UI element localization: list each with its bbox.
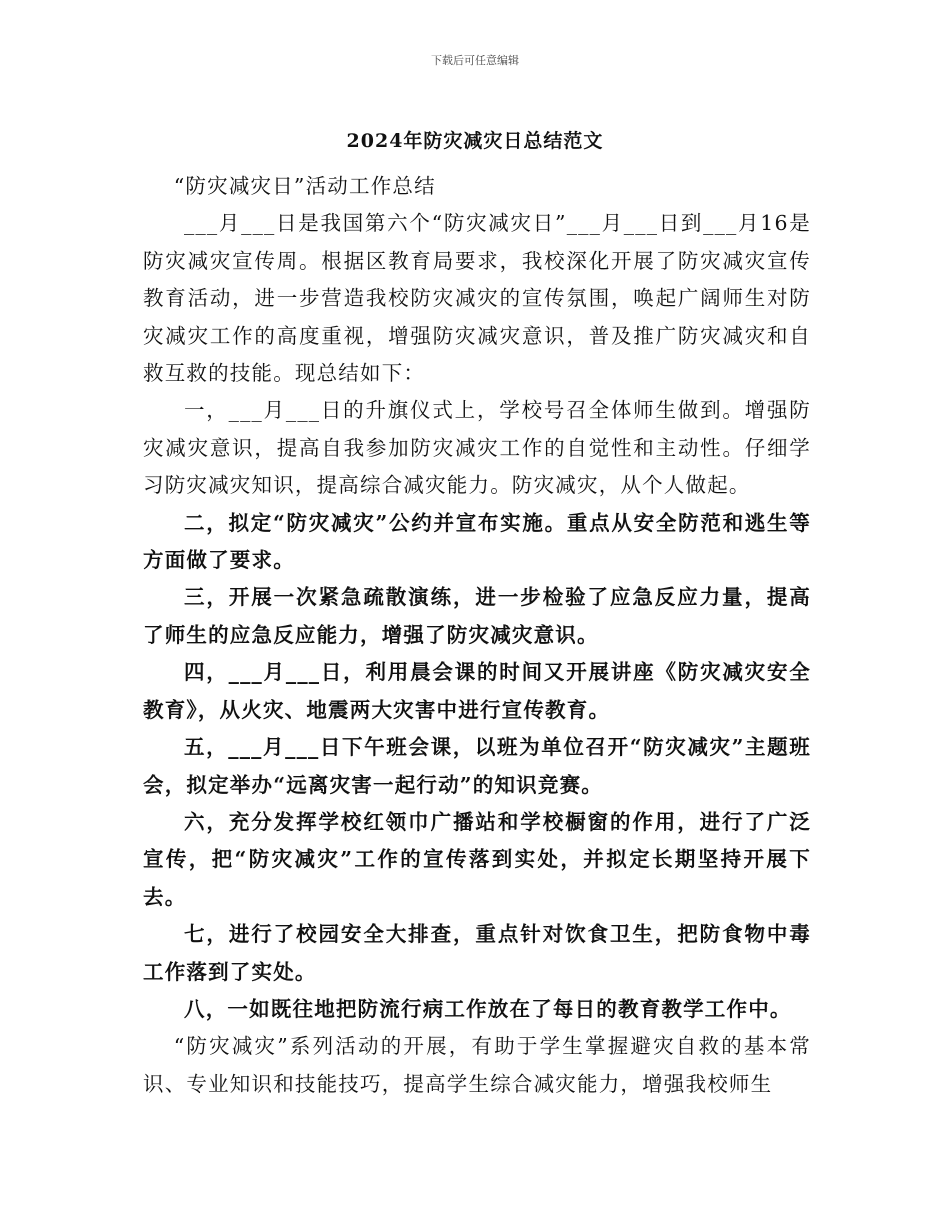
body-paragraph: 六，充分发挥学校红领巾广播站和学校橱窗的作用，进行了广泛宣传，把“防灾减灾”工作的宣传落到实处，并拟定长期坚持开展下去。: [143, 809, 811, 909]
body-paragraph: “防灾减灾”系列活动的开展，有助于学生掌握避灾自救的基本常识、专业知识和技能技巧，提高学生综合减灾能力，增强我校师生: [143, 1034, 811, 1096]
body-paragraph: 一，___月___日的升旗仪式上，学校号召全体师生做到。增强防灾减灾意识，提高自我参加防灾减灾工作的自觉性和主动性。仔细学习防灾减灾知识，提高综合减灾能力。防灾减灾，从个人做起。: [143, 398, 811, 498]
body-paragraph: 四，___月___日，利用晨会课的时间又开展讲座《防灾减灾安全教育》，从火灾、地震两大灾害中进行宣传教育。: [143, 660, 811, 722]
body-paragraph: 八，一如既往地把防流行病工作放在了每日的教育教学工作中。: [184, 996, 792, 1021]
document-title: 2024年防灾减灾日总结范文: [346, 130, 604, 152]
header-note: 下载后可任意编辑: [431, 54, 519, 67]
body-paragraph: ___月___日是我国第六个“防灾减灾日”___月___日到___月16是防灾减灾宣传周。根据区教育局要求，我校深化开展了防灾减灾宣传教育活动，进一步营造我校防灾减灾的宣传氛围，唤起广阔师生对防灾减灾工作的高度重视，增强防灾减灾意识，普及推广防灾减灾和自救互救的技能。现总结如下：: [143, 211, 811, 386]
body-paragraph: 三，开展一次紧急疏散演练，进一步检验了应急反应力量，提高了师生的应急反应能力，增强了防灾减灾意识。: [143, 585, 811, 647]
body-paragraph: 二，拟定“防灾减灾”公约并宣布实施。重点从安全防范和逃生等方面做了要求。: [143, 510, 811, 573]
document-body: [143, 168, 811, 1103]
body-paragraph: 七，进行了校园安全大排查，重点针对饮食卫生，把防食物中毒工作落到了实处。: [143, 922, 811, 984]
subtitle-paragraph: “防灾减灾日”活动工作总结: [173, 174, 436, 198]
body-paragraph: 五，___月___日下午班会课，以班为单位召开“防灾减灾”主题班会，拟定举办“远离灾害一起行动”的知识竞赛。: [143, 735, 811, 797]
